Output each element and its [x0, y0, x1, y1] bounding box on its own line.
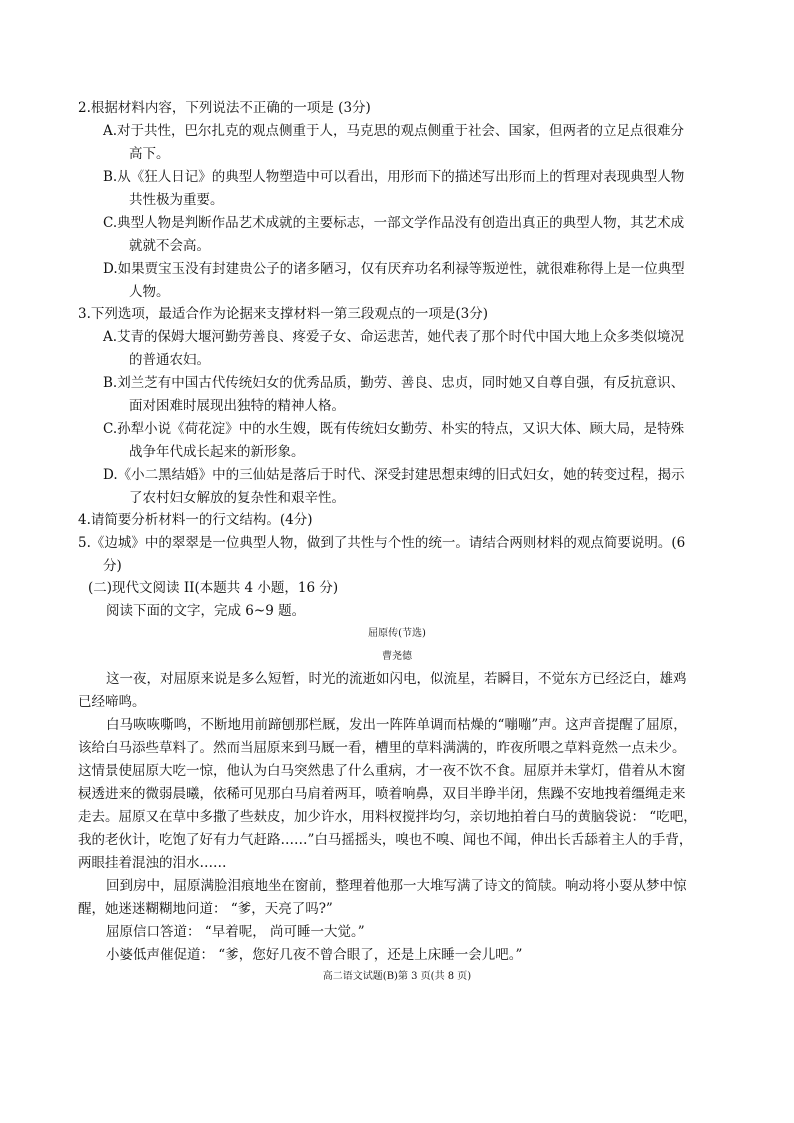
q2-option-a-cont: 高下。 [129, 146, 170, 162]
q4-stem: 4.请简要分析材料一的行文结构。(4分) [78, 512, 313, 528]
reading-instruction: 阅读下面的文字，完成 6~9 题。 [106, 603, 306, 619]
para1-line: 已经啼鸣。 [78, 694, 146, 710]
para2-line: 该给白马添些草料了。然而当屈原来到马厩一看，槽里的草料满满的，昨夜所喂之草料竟然一点未少。 [78, 740, 686, 756]
q3-option-b-cont: 面对困难时展现出独特的精神人格。 [129, 398, 345, 414]
para2-line: 两眼挂着混浊的泪水…… [78, 855, 227, 871]
para2-line: 这情景使屈原大吃一惊，他认为白马突然患了什么重病，才一夜不饮不食。屈原并未掌灯，借着从木窗 [78, 763, 686, 779]
para3-line: 回到房中，屈原满脸泪痕地坐在窗前，整理着他那一大堆写满了诗文的简牍。响动将小耍从梦中惊 [106, 878, 687, 894]
q3-option-d-cont: 了农村妇女解放的复杂性和艰辛性。 [129, 490, 345, 506]
page-footer: 高二语文试题(B)第 3 页(共 8 页) [322, 971, 472, 982]
q2-option-d-cont: 人物。 [129, 284, 170, 300]
para2-line: 走去。屈原又在草中多撒了些麸皮，加少许水，用料杈搅拌均匀，亲切地拍着白马的黄脑袋说： “吃吧， [78, 809, 697, 825]
para2-line: 白马咴咴嘶鸣，不断地用前蹄刨那栏厩，发出一阵阵单调而枯燥的“嘣嘣”声。这声音提醒了屈原， [106, 717, 687, 733]
section-heading: (二)现代文阅读 II(本题共 4 小题，16 分) [88, 580, 339, 596]
q2-option-b: B.从《狂人日记》的典型人物塑造中可以看出，用形而下的描述写出形而上的哲理对表现典型人物 [103, 169, 685, 185]
para2-line: 我的老伙计，吃饱了好有力气赶路……”白马摇摇头，嗅也不嗅、闻也不闻，伸出长舌舔着主人的手背， [78, 832, 693, 848]
q2-option-d: D.如果贾宝玉没有封建贵公子的诸多陋习，仅有厌弃功名利禄等叛逆性，就很难称得上是一位典型 [103, 261, 685, 277]
passage-title: 屈原传(节选) [368, 628, 426, 639]
q3-option-c: C.孙犁小说《荷花淀》中的水生嫂，既有传统妇女勤劳、朴实的特点，又识大体、顾大局，是特殊 [103, 421, 685, 437]
q2-option-b-cont: 共性极为重要。 [129, 192, 224, 208]
q3-stem: 3.下列选项，最适合作为论据来支撑材料一第三段观点的一项是(3分) [78, 306, 489, 322]
para1-line: 这一夜，对屈原来说是多么短暂，时光的流逝如闪电，似流星，若瞬目，不觉东方已经泛白，雄鸡 [106, 671, 687, 687]
q3-option-d: D.《小二黑结婚》中的三仙姑是落后于时代、深受封建思想束缚的旧式妇女，她的转变过程，揭示 [103, 467, 685, 483]
q2-stem: 2.根据材料内容，下列说法不正确的一项是 (3分) [78, 100, 371, 116]
q2-option-c-cont: 就就不会高。 [129, 238, 210, 254]
q3-option-a: A.艾青的保姆大堰河勤劳善良、疼爱子女、命运悲苦，她代表了那个时代中国大地上众多类似境况 [103, 329, 685, 345]
dialogue-line: 小婆低声催促道： “爹，您好几夜不曾合眼了，还是上床睡一会儿吧。” [106, 947, 523, 963]
q3-option-b: B.刘兰芝有中国古代传统妇女的优秀品质，勤劳、善良、忠贞，同时她又自尊自强，有反抗意识、 [103, 375, 685, 391]
q3-option-a-cont: 的普通农妇。 [129, 352, 210, 368]
para3-line: 醒，她迷迷糊糊地问道： “爹，天亮了吗?” [78, 901, 333, 917]
q2-option-c: C.典型人物是判断作品艺术成就的主要标志，一部文学作品没有创造出真正的典型人物，其艺术成 [103, 215, 685, 231]
passage-author: 曹尧德 [382, 651, 412, 662]
para2-line: 棂透进来的微弱晨曦，依稀可见那白马肩着两耳，喷着响鼻，双目半睁半闭，焦躁不安地拽着缰绳走来 [78, 786, 686, 802]
q2-option-a: A.对于共性，巴尔扎克的观点侧重于人，马克思的观点侧重于社会、国家，但两者的立足点很难分 [103, 123, 685, 139]
q5-stem: 5.《边城》中的翠翠是一位典型人物，做到了共性与个性的统一。请结合两则材料的观点简要说明。(6 [78, 535, 686, 551]
q3-option-c-cont: 战争年代成长起来的新形象。 [129, 444, 305, 460]
q5-stem-cont: 分) [103, 558, 122, 574]
dialogue-line: 屈原信口答道： “早着呢， 尚可睡一大觉。” [106, 924, 365, 940]
